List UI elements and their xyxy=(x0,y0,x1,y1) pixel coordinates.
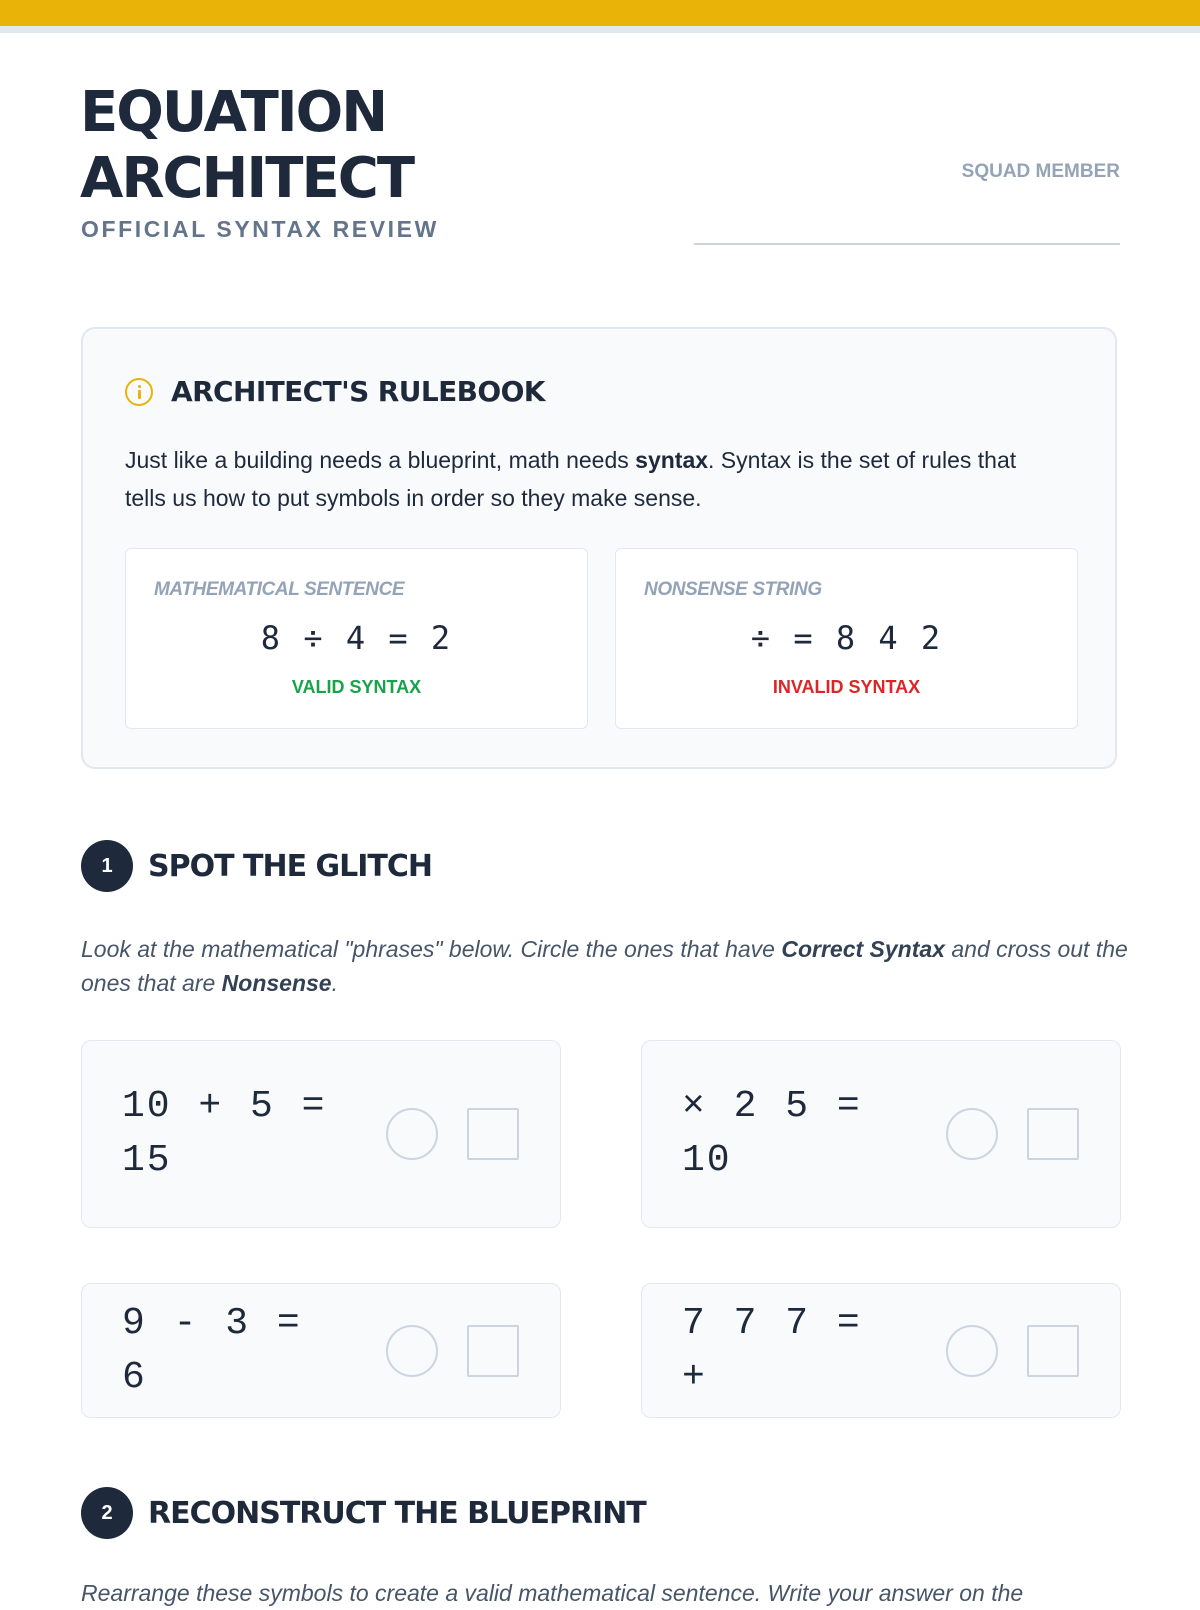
section-number-badge: 1 xyxy=(81,840,133,892)
example-expression: 8 ÷ 4 = 2 xyxy=(260,619,453,657)
rulebook-header xyxy=(125,375,545,408)
section-2-title: RECONSTRUCT THE BLUEPRINT xyxy=(148,1495,646,1531)
rulebook-text-part-2: . Syntax is the set of rules that tells us how to put symbols in order so they make sense. xyxy=(125,447,1017,511)
section-1-header xyxy=(81,840,432,892)
square-mark-target[interactable] xyxy=(467,1325,519,1377)
rulebook-panel xyxy=(81,327,1117,769)
page-subtitle: OFFICIAL SYNTAX REVIEW xyxy=(81,216,439,242)
circle-mark-target[interactable] xyxy=(946,1108,998,1160)
instr-text: . xyxy=(331,970,338,996)
rulebook-title: ARCHITECT'S RULEBOOK xyxy=(171,375,545,408)
section-1-instructions xyxy=(81,932,1131,1000)
example-invalid-box xyxy=(615,548,1078,729)
square-mark-target[interactable] xyxy=(467,1108,519,1160)
rulebook-text xyxy=(125,441,1055,517)
title-line-1: EQUATION xyxy=(80,80,387,145)
title-line-2: ARCHITECT xyxy=(80,146,414,211)
top-accent-bar xyxy=(0,0,1200,26)
glitch-card-2 xyxy=(641,1040,1121,1228)
example-valid-box xyxy=(125,548,588,729)
glitch-card-4 xyxy=(641,1283,1121,1418)
square-mark-target[interactable] xyxy=(1027,1325,1079,1377)
rulebook-text-bold: syntax xyxy=(635,447,709,473)
section-1-title: SPOT THE GLITCH xyxy=(148,848,433,884)
section-2-instructions: Rearrange these symbols to create a valid mathematical sentence. Write your answer on the xyxy=(81,1580,1024,1606)
glitch-card-1 xyxy=(81,1040,561,1228)
square-mark-target[interactable] xyxy=(1027,1108,1079,1160)
circle-mark-target[interactable] xyxy=(946,1325,998,1377)
section-2-header xyxy=(81,1487,646,1539)
rulebook-text-part-1: Just like a building needs a blueprint, math needs xyxy=(125,447,636,473)
example-label: MATHEMATICAL SENTENCE xyxy=(154,579,405,600)
glitch-card-3 xyxy=(81,1283,561,1418)
section-number-badge: 2 xyxy=(81,1487,133,1539)
example-expression: ÷ = 8 4 2 xyxy=(750,619,943,657)
squad-member-name-line[interactable] xyxy=(694,243,1120,245)
card-expression: 7 7 7 = + xyxy=(682,1301,862,1399)
instr-bold: Nonsense xyxy=(221,970,332,996)
card-expression: 10 + 5 = 15 xyxy=(122,1085,327,1182)
info-icon xyxy=(125,378,153,406)
top-divider xyxy=(0,26,1200,33)
example-status: VALID SYNTAX xyxy=(291,677,422,697)
example-status: INVALID SYNTAX xyxy=(772,677,921,697)
circle-mark-target[interactable] xyxy=(386,1325,438,1377)
instr-bold: Correct Syntax xyxy=(781,936,945,962)
circle-mark-target[interactable] xyxy=(386,1108,438,1160)
card-expression: 9 - 3 = 6 xyxy=(122,1301,302,1399)
page-title xyxy=(80,80,413,212)
instr-text: and cross out the ones that are xyxy=(81,936,1128,996)
example-label: NONSENSE STRING xyxy=(644,579,822,600)
instr-text: Look at the mathematical "phrases" below. Circle the ones that have xyxy=(81,936,782,962)
squad-member-label: SQUAD MEMBER xyxy=(961,161,1120,182)
card-expression: × 2 5 = 10 xyxy=(682,1085,862,1182)
